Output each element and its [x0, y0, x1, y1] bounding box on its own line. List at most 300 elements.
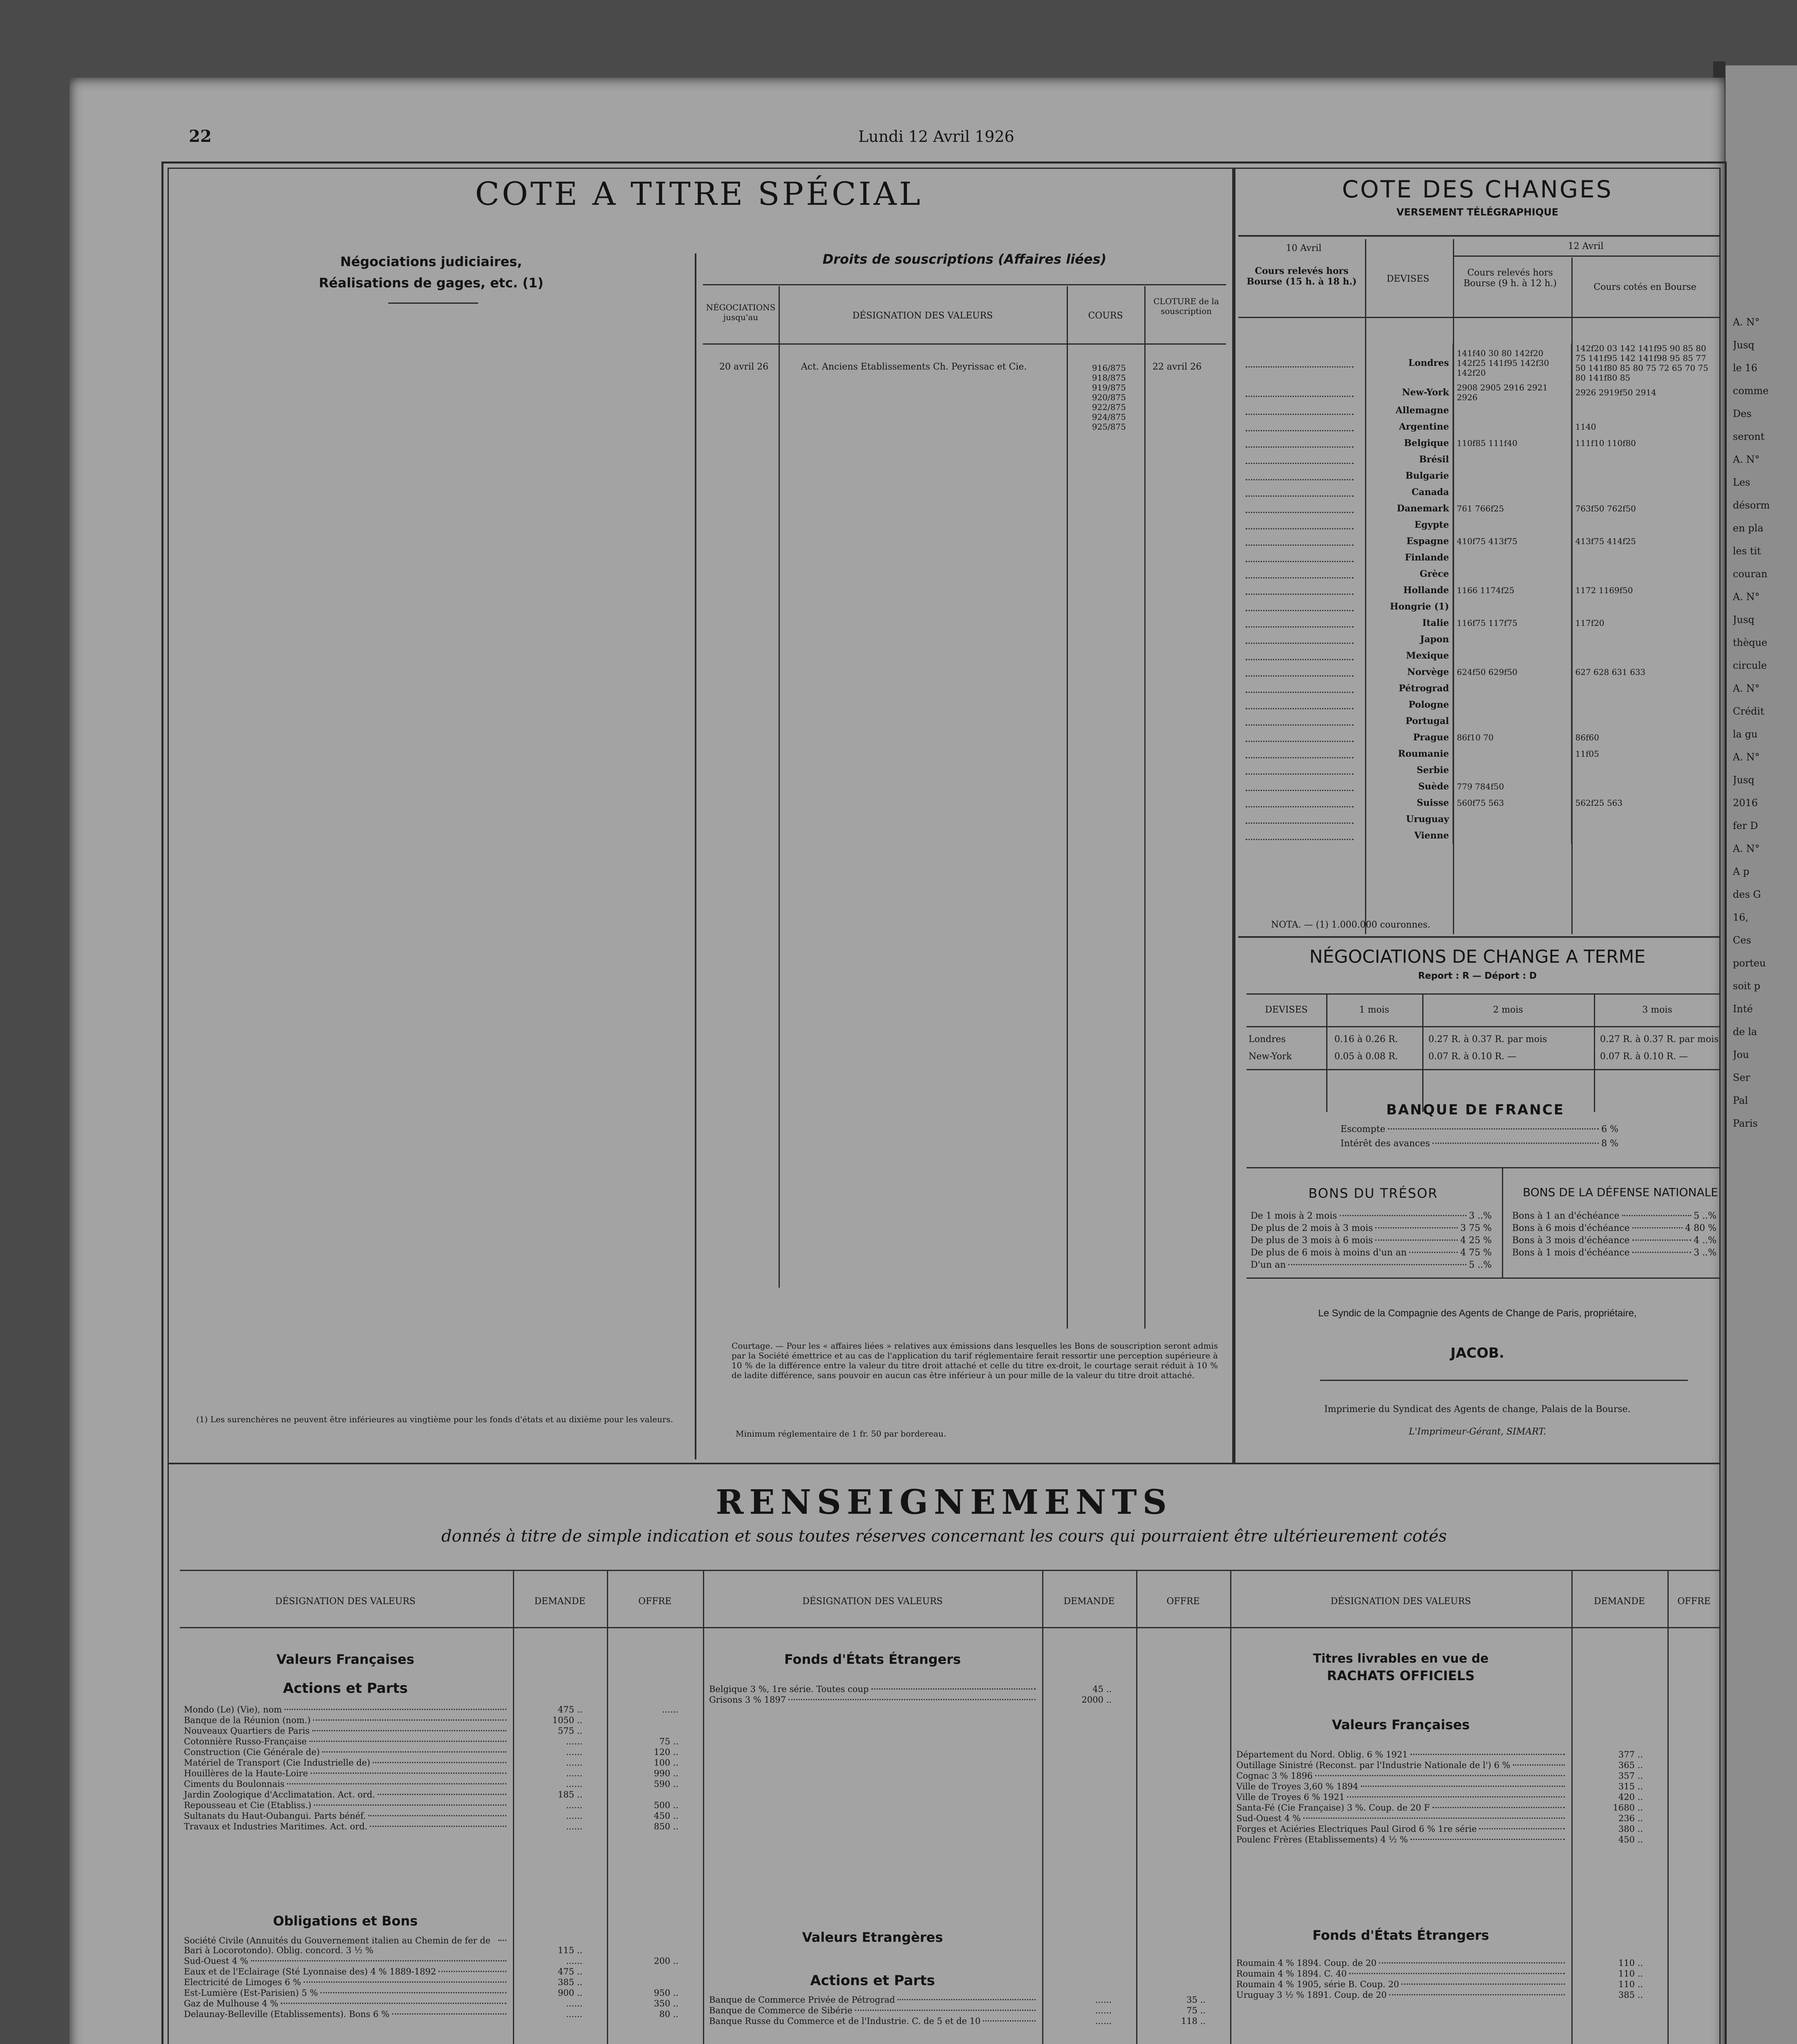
changes-dots: [1242, 631, 1365, 648]
changes-row: [1242, 451, 1721, 468]
changes-dots: [1242, 827, 1365, 844]
margin-line: Jusq: [1733, 614, 1754, 625]
r1-action-row: [180, 1800, 703, 1810]
col-line: [1144, 286, 1146, 1329]
leader-dots: [392, 2013, 506, 2015]
r1-oblig-row-designation: [180, 1936, 513, 1955]
page-date: Lundi 12 Avril 1926: [858, 128, 1014, 146]
changes-date1: 10 Avril: [1286, 243, 1322, 253]
r1-oblig-row-demande: ......: [566, 2009, 582, 2019]
r2-action-row: [705, 1995, 1230, 2005]
changes-row: [1242, 762, 1721, 778]
changes-dots: [1242, 729, 1365, 746]
margin-line: Des: [1733, 408, 1752, 419]
r1-action-row-demande: ......: [566, 1800, 582, 1810]
rule: [1238, 936, 1721, 938]
changes-bourse: 117f20: [1571, 615, 1721, 631]
cours-value: 916/875: [1092, 363, 1126, 373]
terme-row-londres-2m: 0.27 R. à 0.37 R. par mois: [1428, 1034, 1547, 1044]
imprimerie: Imprimerie du Syndicat des Agents de change, Palais de la Bourse.: [1324, 1404, 1631, 1414]
r2-h-demande: DEMANDE: [1063, 1596, 1115, 1607]
r3-fonds-row-designation: [1232, 1958, 1571, 1968]
r3-fr-row: [1232, 1782, 1667, 1791]
leader-dots: [322, 1751, 506, 1753]
cours-value: 922/875: [1092, 402, 1126, 412]
tresor-title: BONS DU TRÉSOR: [1308, 1186, 1438, 1201]
r1-oblig-row: [180, 1936, 703, 1955]
r1-action-row-name: Matériel de Transport (Cie Industrielle de): [184, 1758, 370, 1768]
r1-action-row-name: Nouveaux Quartiers de Paris: [184, 1726, 310, 1736]
changes-row: [1242, 680, 1721, 697]
r1-action-row-name: Jardin Zoologique d'Acclimatation. Act. ord.: [184, 1790, 375, 1800]
margin-line: fer D: [1733, 820, 1758, 831]
changes-hors-bourse: [1453, 713, 1571, 729]
r2-action-row-demande: ......: [1095, 2016, 1112, 2026]
r2-actions-list: [705, 1995, 1230, 2027]
changes-hors-bourse: [1453, 827, 1571, 844]
col-line: [1326, 993, 1327, 1112]
r1-oblig-row: [180, 2009, 703, 2019]
changes-bourse: 627 628 631 633: [1571, 664, 1721, 680]
leader-dots: [1479, 1828, 1565, 1829]
changes-row: [1242, 343, 1721, 383]
changes-hors-bourse: 86f10 70: [1453, 729, 1571, 746]
r3-fonds-row-name: Roumain 4 % 1905, série B. Coup. 20: [1236, 1979, 1399, 1989]
changes-dots: [1242, 566, 1365, 582]
r3-fonds-row-designation: [1232, 1979, 1571, 1989]
leader-dots: [1622, 1215, 1692, 1216]
r1-action-row-designation: [180, 1747, 513, 1757]
r3-fr-row-designation: [1232, 1771, 1571, 1781]
r2-fonds-row-demande: 45 ..: [1092, 1684, 1112, 1694]
interet-value: 8 %: [1601, 1139, 1618, 1149]
r3-fonds-row-demande: 110 ..: [1618, 1958, 1643, 1968]
col-line: [1230, 1570, 1231, 2044]
r3-fonds-list: [1232, 1958, 1667, 2001]
rule: [703, 343, 1226, 345]
leader-dots: [498, 1940, 506, 1941]
changes-row: [1242, 468, 1721, 484]
leader-dots: [439, 1971, 506, 1972]
r1-action-row-name: Houillères de la Haute-Loire: [184, 1768, 308, 1778]
changes-bourse: [1571, 517, 1721, 533]
margin-line: circule: [1733, 660, 1767, 671]
changes-bourse: [1571, 811, 1721, 827]
margin-line: 2016: [1733, 797, 1758, 809]
r2-action-row-name: Banque de Commerce Privée de Pétrograd: [709, 1995, 895, 2005]
changes-title: COTE DES CHANGES: [1342, 175, 1613, 203]
divider-renseignements: [168, 1463, 1721, 1464]
defense-row: [1512, 1222, 1716, 1235]
changes-rows: [1242, 343, 1721, 844]
terme-h-1mois: 1 mois: [1359, 1005, 1390, 1015]
changes-devise: Prague: [1413, 732, 1449, 743]
changes-bourse: [1571, 697, 1721, 713]
r1-action-row: [180, 1726, 703, 1736]
changes-row: [1242, 484, 1721, 500]
col-line: [1667, 1570, 1669, 2044]
changes-bourse: [1571, 598, 1721, 615]
r1-action-row: [180, 1790, 703, 1800]
changes-devise: Argentine: [1399, 421, 1449, 432]
r1-action-row-offre: 75 ..: [659, 1737, 678, 1746]
col-line: [779, 286, 780, 1288]
margin-line: porteu: [1733, 957, 1766, 969]
r3-fr-row-designation: [1232, 1792, 1571, 1802]
r3-fr-row-demande: 420 ..: [1618, 1792, 1643, 1802]
r3-fr-row: [1232, 1803, 1667, 1813]
changes-hors-bourse: [1453, 648, 1571, 664]
terme-row-newyork-2m: 0.07 R. à 0.10 R. —: [1428, 1051, 1517, 1062]
changes-devise: Pologne: [1408, 699, 1449, 710]
r1-action-row: [180, 1811, 703, 1821]
r1-oblig-row: [180, 1967, 703, 1977]
r1-oblig-row-designation: [180, 1999, 513, 2008]
tresor-row-value: 4 75 %: [1460, 1248, 1492, 1258]
r3-fr-row: [1232, 1750, 1667, 1759]
r3-fr-row-name: Département du Nord. Oblig. 6 % 1921: [1236, 1750, 1408, 1759]
changes-row: [1242, 582, 1721, 598]
r1-oblig-row-offre: 80 ..: [659, 2009, 678, 2019]
leader-dots: [1340, 1215, 1467, 1216]
col-line: [1067, 286, 1068, 1329]
changes-row: [1242, 402, 1721, 419]
changes-dots: [1242, 713, 1365, 729]
leader-dots: [983, 2020, 1036, 2022]
r1-obligations-list: [180, 1936, 703, 2020]
r1-action-row-demande: 575 ..: [557, 1726, 582, 1736]
r3-fr-row-designation: [1232, 1803, 1571, 1813]
changes-dots: [1242, 451, 1365, 468]
rule: [1320, 1380, 1688, 1381]
r3-fr-row-name: Poulenc Frères (Etablissements) 4 ½ %: [1236, 1835, 1408, 1845]
changes-row: [1242, 533, 1721, 549]
r1-oblig-row-demande: 900 ..: [557, 1988, 582, 1998]
leader-dots: [304, 1981, 506, 1983]
leader-dots: [897, 1999, 1036, 2000]
changes-row: [1242, 729, 1721, 746]
surencheres-footnote: (1) Les surenchères ne peuvent être inférieures au vingtième pour les fonds d'états et au dixième pour les valeurs.: [196, 1414, 673, 1424]
tresor-row: [1251, 1235, 1492, 1247]
r2-action-row-offre: 35 ..: [1186, 1995, 1206, 2005]
r3-fr-row-designation: [1232, 1750, 1571, 1759]
changes-dots: [1242, 664, 1365, 680]
r1-action-row-demande: 475 ..: [557, 1705, 582, 1715]
r1-action-row-designation: [180, 1811, 513, 1821]
r3-fr-row-demande: 357 ..: [1618, 1771, 1643, 1781]
r3-fonds-row-demande: 110 ..: [1618, 1969, 1643, 1979]
margin-line: Jusq: [1733, 339, 1754, 351]
r1-action-row-demande: ......: [566, 1737, 582, 1746]
r1-oblig-row-offre: 200 ..: [653, 1956, 678, 1966]
droits-title: Droits de souscriptions (Affaires liées): [822, 251, 1107, 267]
r1-action-row-name: Sultanats du Haut-Oubangui. Parts bénéf.: [184, 1811, 366, 1821]
changes-hors-bourse: 779 784f50: [1453, 778, 1571, 795]
r3-fr-row-name: Forges et Aciéries Electriques Paul Girod 6 % 1re série: [1236, 1824, 1477, 1834]
terme-row-londres-devise: Londres: [1249, 1034, 1286, 1044]
changes-dots: [1242, 343, 1365, 383]
r1-oblig-row-offre: 950 ..: [653, 1988, 678, 1998]
margin-line: 16,: [1733, 912, 1749, 923]
changes-row: [1242, 778, 1721, 795]
changes-hors-bourse: 624f50 629f50: [1453, 664, 1571, 680]
cote-special-title: COTE A TITRE SPÉCIAL: [475, 176, 923, 213]
header-designation: DÉSIGNATION DES VALEURS: [852, 311, 993, 321]
r1-action-row-demande: ......: [566, 1779, 582, 1789]
leader-dots: [309, 1741, 506, 1742]
margin-line: A. N°: [1733, 751, 1760, 763]
r3-h-demande: DEMANDE: [1593, 1596, 1645, 1607]
changes-devise: New-York: [1402, 387, 1449, 398]
margin-line: thèque: [1733, 637, 1768, 648]
r1-oblig-row-demande: ......: [566, 1999, 582, 2008]
r3-fr-row-designation: [1232, 1813, 1571, 1823]
header-negociations: NÉGOCIATIONS jusqu'au: [706, 303, 776, 322]
r1-action-row: [180, 1768, 703, 1778]
changes-dots: [1242, 746, 1365, 762]
leader-dots: [1375, 1227, 1458, 1228]
changes-row: [1242, 648, 1721, 664]
escompte-value: 6 %: [1601, 1124, 1618, 1134]
r1-action-row-name: Travaux et Industries Maritimes. Act. ord.: [184, 1822, 368, 1831]
r1-action-row-offre: 850 ..: [653, 1822, 678, 1831]
leader-dots: [788, 1699, 1036, 1700]
rule: [1453, 256, 1721, 257]
r1-action-row-name: Mondo (Le) (Vie), nom: [184, 1705, 282, 1715]
r1-action-row: [180, 1715, 703, 1725]
tresor-row-label: De plus de 6 mois à moins d'un an: [1251, 1248, 1407, 1258]
changes-hors-bourse: [1453, 419, 1571, 435]
r3-h-designation: DÉSIGNATION DES VALEURS: [1330, 1596, 1471, 1607]
leader-dots: [1349, 1973, 1565, 1974]
r3-francaises-list: [1232, 1750, 1667, 1845]
leader-dots: [313, 1719, 506, 1721]
defense-row-value: 4 ..%: [1694, 1235, 1716, 1246]
gerant: L'Imprimeur-Gérant, SIMART.: [1409, 1427, 1546, 1437]
escompte-label: Escompte: [1340, 1124, 1385, 1134]
changes-dots: [1242, 500, 1365, 517]
margin-line: désorm: [1733, 500, 1770, 511]
r1-action-row: [180, 1779, 703, 1789]
margin-line: Jusq: [1733, 774, 1754, 786]
leader-dots: [1361, 1786, 1565, 1787]
rule: [1238, 235, 1721, 237]
r1-section-actions-parts: Actions et Parts: [283, 1680, 408, 1697]
r1-action-row-demande: ......: [566, 1747, 582, 1757]
changes-row: [1242, 713, 1721, 729]
terme-row-londres-3m: 0.27 R. à 0.37 R. par mois: [1600, 1034, 1719, 1044]
changes-dots: [1242, 419, 1365, 435]
r1-oblig-row-offre: 350 ..: [653, 1999, 678, 2008]
changes-bourse: 413f75 414f25: [1571, 533, 1721, 549]
r3-fr-row-name: Sud-Ouest 4 %: [1236, 1813, 1301, 1823]
r1-action-row-demande: ......: [566, 1822, 582, 1831]
changes-dots: [1242, 517, 1365, 533]
changes-hors-bourse: [1453, 746, 1571, 762]
interet-label: Intérêt des avances: [1340, 1139, 1430, 1149]
changes-devise: Portugal: [1405, 716, 1449, 726]
r2-fonds-row-name: Grisons 3 % 1897: [709, 1695, 786, 1705]
changes-bourse: 562f25 563: [1571, 795, 1721, 811]
r2-fonds-row: [705, 1684, 1230, 1694]
leader-dots: [373, 1762, 506, 1763]
r3-fonds-row-demande: 110 ..: [1618, 1979, 1643, 1989]
changes-hors-bourse: [1453, 631, 1571, 648]
changes-row: [1242, 549, 1721, 566]
r1-oblig-row-demande: 115 ..: [557, 1945, 582, 1955]
defense-title: BONS DE LA DÉFENSE NATIONALE: [1523, 1186, 1718, 1199]
leader-dots: [1315, 1775, 1565, 1776]
changes-h2: DEVISES: [1386, 274, 1430, 284]
r1-action-row: [180, 1758, 703, 1768]
r1-oblig-row-name: Gaz de Mulhouse 4 %: [184, 1999, 278, 2008]
changes-row: [1242, 631, 1721, 648]
tresor-list: [1251, 1210, 1496, 1271]
changes-devise: Japon: [1420, 634, 1449, 645]
changes-devise: Finlande: [1405, 552, 1449, 563]
divider-left: [695, 253, 696, 1459]
cours-value: 925/875: [1092, 422, 1126, 432]
page-number: 22: [189, 127, 212, 146]
changes-dots: [1242, 762, 1365, 778]
r2-fonds-row-name: Belgique 3 %, 1re série. Toutes coup: [709, 1684, 869, 1694]
changes-devise: Uruguay: [1406, 814, 1449, 825]
changes-dots: [1242, 680, 1365, 697]
r1-action-row-designation: [180, 1705, 513, 1715]
r1-h-offre: OFFRE: [638, 1596, 672, 1607]
r2-action-row: [705, 2016, 1230, 2026]
r2-action-row-offre: 118 ..: [1181, 2016, 1206, 2026]
changes-bourse: [1571, 566, 1721, 582]
tresor-row-label: De plus de 2 mois à 3 mois: [1251, 1223, 1373, 1233]
changes-row: [1242, 746, 1721, 762]
changes-hors-bourse: [1453, 598, 1571, 615]
changes-hors-bourse: [1453, 680, 1571, 697]
r3-fr-row-demande: 1680 ..: [1613, 1803, 1643, 1813]
r2-action-row-demande: ......: [1095, 2006, 1112, 2015]
tresor-row: [1251, 1247, 1492, 1259]
changes-devise: Suède: [1418, 781, 1449, 792]
changes-devise: Danemark: [1396, 503, 1449, 514]
renseignements-title: RENSEIGNEMENTS: [716, 1483, 1173, 1522]
changes-dots: [1242, 615, 1365, 631]
cours-value: 920/875: [1092, 392, 1126, 402]
leader-dots: [1288, 1264, 1466, 1265]
tresor-row-value: 3 75 %: [1460, 1223, 1492, 1233]
leader-dots: [251, 1960, 507, 1961]
r3-rachats-officiels: RACHATS OFFICIELS: [1327, 1668, 1475, 1683]
r1-oblig-row: [180, 1999, 703, 2008]
col-line: [1502, 1167, 1503, 1278]
changes-dots: [1242, 811, 1365, 827]
leader-dots: [1375, 1239, 1458, 1241]
r1-oblig-row-name: Delaunay-Belleville (Etablissements). Bons 6 %: [184, 2009, 389, 2019]
r3-fonds-row: [1232, 1979, 1667, 1989]
r1-action-row-designation: [180, 1758, 513, 1768]
changes-devise: Vienne: [1414, 830, 1449, 841]
r1-action-row: [180, 1822, 703, 1831]
changes-devise: Bulgarie: [1405, 471, 1449, 481]
r3-fr-row-designation: [1232, 1835, 1571, 1845]
changes-table: [1242, 343, 1721, 908]
changes-dots: [1242, 697, 1365, 713]
margin-line: Paris: [1733, 1118, 1758, 1129]
leader-dots: [312, 1730, 506, 1731]
changes-devise: Italie: [1422, 618, 1449, 628]
r1-action-row-name: Ciments du Boulonnais: [184, 1779, 285, 1789]
changes-hors-bourse: [1453, 549, 1571, 566]
r3-titres-livrables: Titres livrables en vue de: [1313, 1652, 1489, 1666]
changes-devise: Pétrograd: [1399, 683, 1449, 694]
cours-value: 924/875: [1092, 412, 1126, 422]
changes-date2: 12 Avril: [1568, 241, 1604, 251]
r1-action-row-designation: [180, 1800, 513, 1810]
r2-fonds-row: [705, 1695, 1230, 1705]
banque-title: BANQUE DE FRANCE: [1386, 1102, 1564, 1118]
col-line: [1042, 1570, 1043, 2044]
rule: [180, 1627, 1721, 1628]
changes-devise: Serbie: [1417, 765, 1449, 775]
changes-dots: [1242, 549, 1365, 566]
r1-action-row-offre: 500 ..: [653, 1800, 678, 1810]
changes-bourse: [1571, 631, 1721, 648]
r2-section-actions-parts: Actions et Parts: [810, 1972, 935, 1989]
minimum-note: Minimum réglementaire de 1 fr. 50 par bordereau.: [736, 1429, 947, 1439]
changes-row: [1242, 383, 1721, 402]
terme-h-3mois: 3 mois: [1642, 1005, 1672, 1015]
changes-bourse: [1571, 549, 1721, 566]
droit-designation: Act. Anciens Etablissements Ch. Peyrissac et Cie.: [801, 362, 1027, 372]
terme-row-newyork-1m: 0.05 à 0.08 R.: [1334, 1051, 1398, 1062]
r1-oblig-row: [180, 1988, 703, 1998]
leader-dots: [1632, 1239, 1691, 1241]
r3-fonds-row-name: Roumain 4 % 1894. C. 40: [1236, 1969, 1347, 1979]
changes-devise: Belgique: [1404, 438, 1449, 448]
changes-row: [1242, 664, 1721, 680]
r2-action-row: [705, 2006, 1230, 2015]
changes-bourse: 1172 1169f50: [1571, 582, 1721, 598]
r3-fr-row-name: Santa-Fé (Cie Française) 3 %. Coup. de 20 F: [1236, 1803, 1430, 1813]
margin-line: A. N°: [1733, 843, 1760, 854]
changes-row: [1242, 615, 1721, 631]
margin-line: les tit: [1733, 545, 1761, 557]
negociations-title-1: Négociations judiciaires,: [340, 254, 522, 269]
r2-action-row-name: Banque de Commerce de Sibérie: [709, 2006, 853, 2015]
leader-dots: [281, 2003, 506, 2004]
defense-row: [1512, 1210, 1716, 1222]
r3-fonds-row-designation: [1232, 1969, 1571, 1979]
r3-fr-row-demande: 365 ..: [1618, 1760, 1643, 1770]
r2-section-valeurs-etrangeres: Valeurs Etrangères: [802, 1930, 943, 1945]
leader-dots: [1409, 1252, 1458, 1253]
r1-action-row-designation: [180, 1726, 513, 1736]
changes-bourse: 763f50 762f50: [1571, 500, 1721, 517]
terme-row-newyork-devise: New-York: [1249, 1051, 1292, 1062]
r1-oblig-row-name: Sud-Ouest 4 %: [184, 1956, 248, 1966]
changes-hors-bourse: 410f75 413f75: [1453, 533, 1571, 549]
leader-dots: [314, 1804, 506, 1806]
r1-oblig-row-designation: [180, 1956, 513, 1966]
r1-oblig-row-name: Est-Lumière (Est-Parisien) 5 %: [184, 1988, 318, 1998]
changes-devise: Roumanie: [1398, 749, 1449, 759]
changes-row: [1242, 827, 1721, 844]
r1-action-row-offre: 590 ..: [653, 1779, 678, 1789]
changes-hors-bourse: [1453, 697, 1571, 713]
rule: [1246, 1167, 1721, 1168]
margin-line: seront: [1733, 431, 1765, 442]
col-line: [1594, 993, 1595, 1112]
changes-subtitle: VERSEMENT TÉLÉGRAPHIQUE: [1396, 206, 1559, 218]
